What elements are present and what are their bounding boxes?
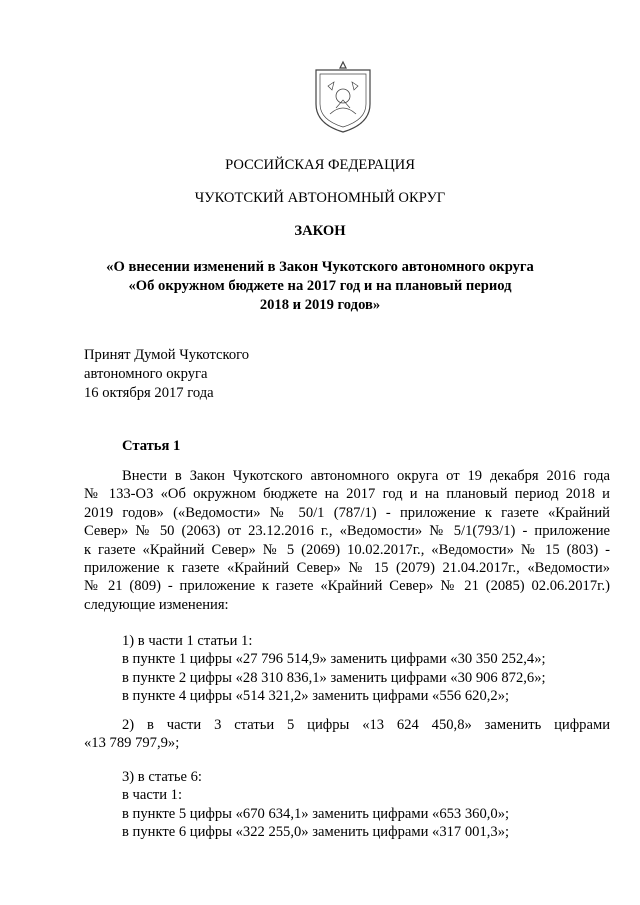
adoption-line: Принят Думой Чукотского: [84, 347, 250, 363]
item-line: в пункте 6 цифры «322 255,0» заменить цифрами «317 001,3»;: [122, 824, 510, 841]
item-line: в пункте 2 цифры «28 310 836,1» заменить цифрами «30 906 872,6»;: [122, 669, 546, 686]
law-title-line: «О внесении изменений в Закон Чукотского автономного округа: [106, 259, 534, 275]
intro-line: приложение к газете «Крайний Север» № 15 (2079) 21.04.2017г., «Ведомости»: [84, 560, 610, 577]
item-line: 2) в части 3 статьи 5 цифры «13 624 450,8» заменить цифрами: [122, 717, 610, 733]
intro-line: к газете «Крайний Север» № 5 (2069) 10.02.2017г., «Ведомости» № 15 (803) -: [84, 541, 610, 558]
coat-of-arms-icon: [308, 56, 378, 136]
intro-line: Внести в Закон Чукотского автономного округа от 19 декабря 2016 года: [122, 468, 610, 484]
law-title: [0, 258, 640, 315]
intro-line: Север» № 50 (2063) от 23.12.2016 г., «Ведомости» № 5/1(793/1) - приложение: [84, 523, 610, 540]
adoption-note: [84, 346, 249, 403]
item-line: 3) в статье 6:: [122, 769, 202, 785]
law-title-line: 2018 и 2019 годов»: [259, 297, 381, 313]
adoption-line: 16 октября 2017 года: [84, 385, 214, 401]
item-3: [122, 768, 509, 842]
item-line: 1) в части 1 статьи 1:: [122, 633, 253, 649]
doc-type-heading: ЗАКОН: [294, 223, 346, 239]
item-2: [84, 716, 610, 753]
intro-line: № 133-ОЗ «Об окружном бюджете на 2017 год и на плановый период 2018 и: [84, 486, 610, 503]
intro-line: следующие изменения:: [84, 596, 229, 613]
region-heading: ЧУКОТСКИЙ АВТОНОМНЫЙ ОКРУГ: [194, 190, 446, 206]
item-line: в пункте 1 цифры «27 796 514,9» заменить цифрами «30 350 252,4»;: [122, 651, 546, 668]
article-intro: [84, 467, 610, 614]
adoption-line: автономного округа: [84, 366, 208, 382]
law-title-line: «Об окружном бюджете на 2017 год и на плановый период: [128, 278, 512, 294]
item-line: «13 789 797,9»;: [84, 735, 180, 752]
country-heading: РОССИЙСКАЯ ФЕДЕРАЦИЯ: [225, 157, 415, 173]
article-heading: Статья 1: [122, 438, 181, 454]
item-1: [122, 632, 546, 706]
intro-line: 2019 годов» («Ведомости» № 50/1 (787/1) - приложение к газете «Крайний: [84, 504, 610, 521]
item-line: в части 1:: [122, 787, 183, 804]
item-line: в пункте 5 цифры «670 634,1» заменить цифрами «653 360,0»;: [122, 805, 510, 822]
item-line: в пункте 4 цифры «514 321,2» заменить цифрами «556 620,2»;: [122, 688, 510, 705]
intro-line: № 21 (809) - приложение к газете «Крайний Север» № 21 (2085) 02.06.2017г.): [84, 578, 610, 595]
